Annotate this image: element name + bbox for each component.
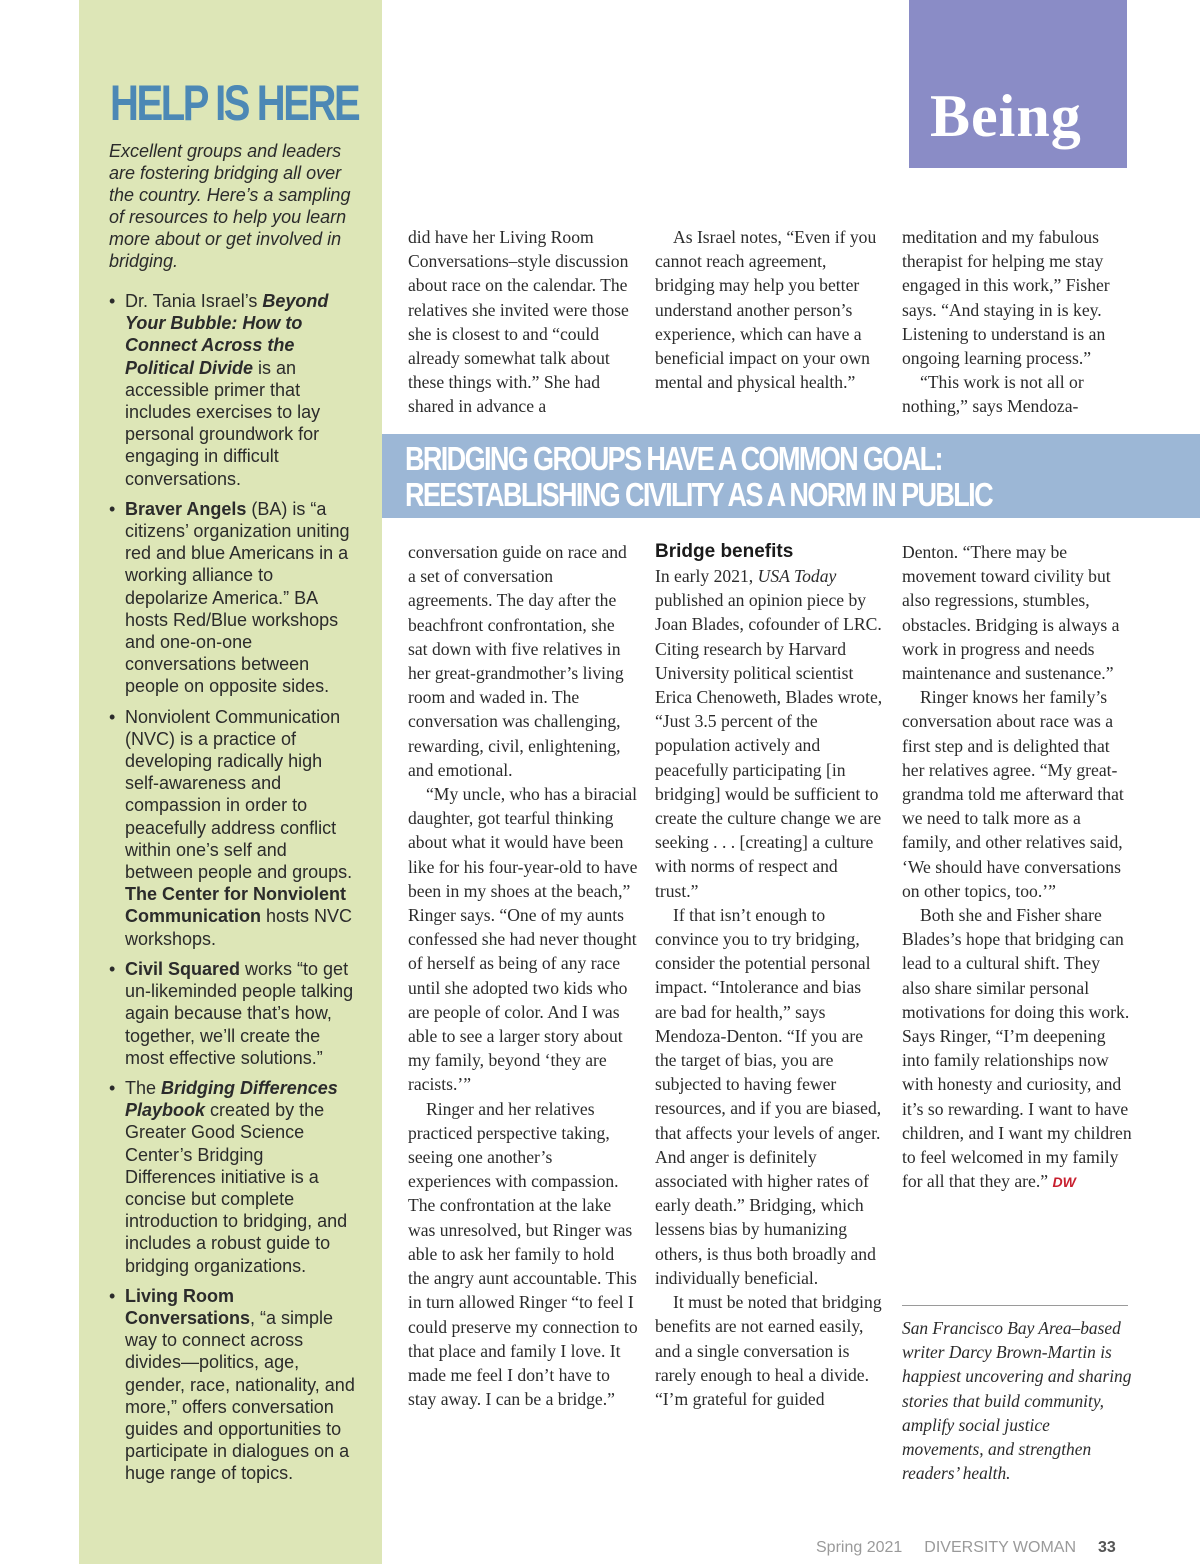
paragraph: It must be noted that bridging benefits are not earned easily, and a single conversation is rarely enough to heal a divide. “I’m grateful for guided: [655, 1292, 882, 1409]
author-bio: San Francisco Bay Area–based writer Darcy Brown-Martin is happiest uncovering and sharing stories that build community, amplify social justice movements, and strengthen readers’ health.: [902, 1318, 1132, 1484]
paragraph: conversation guide on race and a set of conversation agreements. The day after the beachfront confrontation, she sat down with five relatives in her great-grandmother’s living room and waded in. The conversation was challenging, rewarding, civil, enlightening, and emotional.: [408, 542, 627, 780]
paragraph: If that isn’t enough to convince you to try bridging, consider the potential personal impact. “Intolerance and bias are bad for health,” says Mendoza-Denton. “If you are the target of bias, you are subjected to having fewer resources, and if you are biased, that affects your levels of anger. And anger is definitely associated with higher rates of early death.” Bridging, which lessens bias by humanizing others, is thus both broadly and individually beneficial.: [655, 904, 882, 1288]
paragraph: Denton. “There may be movement toward civility but also regressions, stumbles, obstacles. Bridging is always a work in progress and needs maintenance and sustenance.”: [902, 542, 1120, 684]
paragraph: “This work is not all or nothing,” says Mendoza-: [902, 372, 1084, 417]
section-heading: Bridge benefits: [655, 541, 794, 562]
paragraph: Both she and Fisher share Blades’s hope that bridging can lead to a cultural shift. They also share similar personal motivations for doing this work. Says Ringer, “I’m deepening into family relationships now with honesty and curiosity, and it’s so rewarding. I want to have children, and I want my children to feel welcomed in my family for all that they are.” DW: [902, 905, 1132, 1192]
pull-quote: BRIDGING GROUPS HAVE A COMMON GOAL: REESTABLISHING CIVILITY AS A NORM IN PUBLIC DISCOURSE.: [405, 440, 992, 549]
book-title: Bridging Differences Playbook: [125, 1077, 338, 1121]
bio-divider: [902, 1305, 1128, 1306]
org-name: Civil Squared: [125, 958, 241, 979]
paragraph: In early 2021, USA Today published an opinion piece by Joan Blades, cofounder of LRC. Citing research by Harvard University political scientist Erica Chenoweth, Blades wrote, “Just 3.5 percent of the population actively and peacefully participating [in bridging] would be sufficient to create the culture change we are seeking . . . [creating] a culture with norms of respect and trust.”: [655, 566, 883, 901]
paragraph: Ringer and her relatives practiced perspective taking, seeing one another’s experiences with compassion. The confrontation at the lake was unresolved, but Ringer was able to ask her family to hold the angry aunt accountable. This in turn allowed Ringer “to feel I could preserve my connection to that place and family I love. It made me feel I don’t have to stay away. I can be a bridge.”: [408, 1098, 638, 1410]
resource-item-beyond-your-bubble: • Dr. Tania Israel’s Beyond Your Bubble: How to Connect Across the Political Divide is an accessible primer that includes exercises to lay personal groundwork for engaging in difficult conversations.: [109, 290, 359, 490]
org-name: Living Room Conversations: [125, 1285, 251, 1328]
paragraph: Ringer knows her family’s conversation about race was a first step and is delighted that her relatives agree. “My great-grandma told me afterward that we need to talk more as a family, and other relatives said, ‘We should have conversations on other topics, too.’”: [902, 687, 1124, 901]
article-column-1-top: [408, 225, 638, 419]
resource-item-bridging-playbook: • The Bridging Differences Playbook created by the Greater Good Science Center’s Bridging Differences initiative is a concise but complete introduction to bridging, and includes a robust guide to bridging organizations.: [109, 1077, 359, 1277]
org-name: Braver Angels: [125, 498, 247, 519]
resource-item-civil-squared: • Civil Squared works “to get un-likeminded people talking again because that’s how, together, we’ll create the most effective solutions.”: [109, 958, 359, 1069]
resource-item-living-room-conversations: • Living Room Conversations, “a simple way to connect across divides—politics, age, gender, race, nationality, and more,” offers conversation guides and opportunities to participate in dialogues on a huge range of topics.: [109, 1285, 359, 1485]
org-name: The Center for Nonviolent Communication: [125, 884, 347, 927]
end-mark: DW: [1052, 1174, 1076, 1191]
resource-item-nvc: • Nonviolent Communication (NVC) is a practice of developing radically high self-awareness and compassion in order to peacefully address conflict within one’s self and between people and groups. The Center for Nonviolent Communication hosts NVC workshops.: [109, 706, 359, 950]
book-title: Beyond Your Bubble: How to Connect Across the Political Divide: [125, 291, 329, 378]
issue-date: Spring 2021: [816, 1539, 903, 1556]
resource-item-braver-angels: • Braver Angels (BA) is “a citizens’ organization uniting red and blue Americans in a working alliance to depolarize America.” BA hosts Red/Blue workshops and one-on-one conversations between people on opposite sides.: [109, 498, 359, 698]
sidebar-title: HELP IS HERE: [110, 75, 359, 131]
article-column-2-top: [655, 225, 885, 394]
page-number: 33: [1098, 1539, 1116, 1556]
paragraph: did have her Living Room Conversations–style discussion about race on the calendar. The relatives she invited were those she is closest to and “could already somewhat talk about these things with.” She had shared in advance a: [408, 227, 629, 417]
section-label: Being: [930, 83, 1082, 149]
resource-list: [109, 290, 359, 1493]
publication-name: USA Today: [757, 566, 837, 586]
article-column-1-bottom: [408, 540, 638, 1411]
sidebar-intro: Excellent groups and leaders are fostering bridging all over the country. Here’s a sampling of resources to help you learn more about or get involved in bridging.: [109, 141, 351, 271]
paragraph: As Israel notes, “Even if you cannot reach agreement, bridging may help you better understand another person’s experience, which can have a beneficial impact on your own mental and physical health.”: [655, 227, 877, 393]
page-footer: [816, 1536, 1136, 1560]
article-column-3-top: [902, 225, 1132, 419]
article-column-3-bottom: [902, 540, 1132, 1194]
article-column-2-bottom: [655, 540, 885, 1411]
paragraph: “My uncle, who has a biracial daughter, got tearful thinking about what it would have been like for his four-year-old to have been in my shoes at the beach,” Ringer says. “One of my aunts confessed she had never thought of herself as being of any race until she adopted two kids who are people of color. And I was able to see a larger story about my family, beyond ‘they are racists.’”: [408, 784, 638, 1095]
magazine-name: DIVERSITY WOMAN: [924, 1539, 1077, 1556]
paragraph: meditation and my fabulous therapist for helping me stay engaged in this work,” Fisher says. “And staying in is key. Listening to understand is an ongoing learning process.”: [902, 227, 1110, 369]
